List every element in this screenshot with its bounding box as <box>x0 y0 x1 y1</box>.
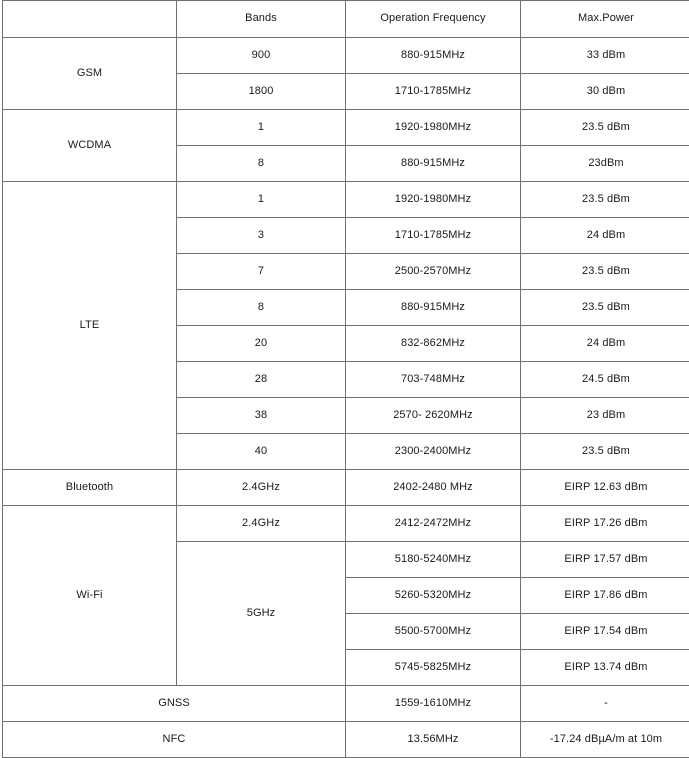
power-cell: 23.5 dBm <box>521 182 689 218</box>
frequency-cell: 1710-1785MHz <box>346 74 521 110</box>
table-row <box>3 506 689 542</box>
frequency-cell: 703-748MHz <box>346 362 521 398</box>
power-cell: 23.5 dBm <box>521 254 689 290</box>
frequency-cell: 5745-5825MHz <box>346 650 521 686</box>
frequency-cell: 880-915MHz <box>346 290 521 326</box>
frequency-cell: 5260-5320MHz <box>346 578 521 614</box>
band-cell: 38 <box>177 398 346 434</box>
band-cell: 8 <box>177 146 346 182</box>
power-cell: 30 dBm <box>521 74 689 110</box>
technology-label-wcdma: WCDMA <box>3 110 177 182</box>
frequency-cell: 2570- 2620MHz <box>346 398 521 434</box>
power-cell: 23.5 dBm <box>521 434 689 470</box>
band-cell: 1 <box>177 182 346 218</box>
band-cell-5ghz: 5GHz <box>177 542 346 686</box>
power-cell: -17.24 dBµA/m at 10m <box>521 722 689 758</box>
frequency-cell: 2412-2472MHz <box>346 506 521 542</box>
header-max-power: Max.Power <box>521 1 689 38</box>
power-cell: 33 dBm <box>521 38 689 74</box>
frequency-cell: 1710-1785MHz <box>346 218 521 254</box>
frequency-cell: 5180-5240MHz <box>346 542 521 578</box>
header-technology <box>3 1 177 38</box>
band-cell: 28 <box>177 362 346 398</box>
table-row <box>3 110 689 146</box>
power-cell: 24 dBm <box>521 326 689 362</box>
band-cell: 7 <box>177 254 346 290</box>
rf-specification-table <box>2 0 689 758</box>
frequency-cell: 880-915MHz <box>346 38 521 74</box>
power-cell: 23.5 dBm <box>521 290 689 326</box>
frequency-cell: 2300-2400MHz <box>346 434 521 470</box>
technology-label-nfc: NFC <box>3 722 346 758</box>
header-operation-frequency: Operation Frequency <box>346 1 521 38</box>
table-row <box>3 722 689 758</box>
power-cell: EIRP 17.26 dBm <box>521 506 689 542</box>
technology-label-lte: LTE <box>3 182 177 470</box>
band-cell: 20 <box>177 326 346 362</box>
technology-label-gsm: GSM <box>3 38 177 110</box>
power-cell: EIRP 13.74 dBm <box>521 650 689 686</box>
band-cell: 900 <box>177 38 346 74</box>
band-cell: 3 <box>177 218 346 254</box>
frequency-cell: 880-915MHz <box>346 146 521 182</box>
power-cell: EIRP 12.63 dBm <box>521 470 689 506</box>
frequency-cell: 5500-5700MHz <box>346 614 521 650</box>
band-cell: 1 <box>177 110 346 146</box>
frequency-cell: 832-862MHz <box>346 326 521 362</box>
table-header-row <box>3 1 689 38</box>
power-cell: 24.5 dBm <box>521 362 689 398</box>
band-cell: 40 <box>177 434 346 470</box>
frequency-cell: 1920-1980MHz <box>346 182 521 218</box>
power-cell: 23dBm <box>521 146 689 182</box>
power-cell: EIRP 17.57 dBm <box>521 542 689 578</box>
frequency-cell: 2500-2570MHz <box>346 254 521 290</box>
table-row <box>3 686 689 722</box>
technology-label-wifi: Wi-Fi <box>3 506 177 686</box>
power-cell: EIRP 17.54 dBm <box>521 614 689 650</box>
table-row <box>3 38 689 74</box>
frequency-cell: 1559-1610MHz <box>346 686 521 722</box>
power-cell: EIRP 17.86 dBm <box>521 578 689 614</box>
table-row <box>3 470 689 506</box>
band-cell: 2.4GHz <box>177 470 346 506</box>
band-cell: 8 <box>177 290 346 326</box>
power-cell: 23.5 dBm <box>521 110 689 146</box>
band-cell: 1800 <box>177 74 346 110</box>
technology-label-bluetooth: Bluetooth <box>3 470 177 506</box>
frequency-cell: 13.56MHz <box>346 722 521 758</box>
technology-label-gnss: GNSS <box>3 686 346 722</box>
band-cell: 2.4GHz <box>177 506 346 542</box>
power-cell: 23 dBm <box>521 398 689 434</box>
table-row <box>3 182 689 218</box>
frequency-cell: 1920-1980MHz <box>346 110 521 146</box>
power-cell: 24 dBm <box>521 218 689 254</box>
frequency-cell: 2402-2480 MHz <box>346 470 521 506</box>
header-bands: Bands <box>177 1 346 38</box>
power-cell: - <box>521 686 689 722</box>
